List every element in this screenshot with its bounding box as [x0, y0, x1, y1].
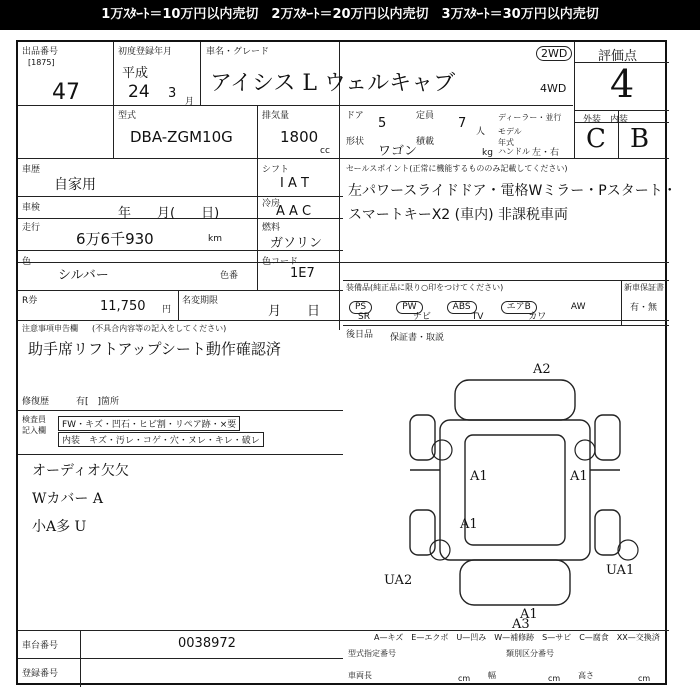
chassis-value: 0038972 [178, 636, 236, 651]
dealer-label: ディーラー・並行 [498, 113, 562, 122]
fuel-label: 燃料 [262, 223, 281, 233]
ext-int-label: 外装 内装 [583, 115, 629, 125]
load-unit: kg [482, 148, 493, 158]
ac-label: 冷房 [262, 199, 281, 209]
equip-ps: PS [349, 301, 372, 314]
doors-value: 5 [378, 116, 387, 131]
inspection-label: 車検 [22, 203, 41, 213]
color-code-value: 1E7 [290, 266, 315, 281]
class-number-label: 類別区分番号 [506, 649, 554, 658]
color-code-label: 色コード [262, 257, 299, 267]
shape-value: ワゴン [378, 144, 418, 159]
model-label: 型式 [118, 111, 137, 121]
mileage-label: 走行 [22, 223, 41, 233]
after-label: 後日品 [346, 330, 374, 340]
score-label: 評価点 [598, 49, 638, 64]
equipment-row2 [358, 309, 546, 322]
repair-history-value: 有[ ]箇所 [76, 397, 120, 407]
equip-pw: PW [396, 301, 422, 314]
r-ticket-value: 11,750 [100, 299, 146, 314]
displacement-label: 排気量 [262, 111, 290, 121]
usage-value: 自家用 [54, 177, 96, 193]
inspection-value: 年 月( 日) [118, 206, 220, 221]
registration-label: 初度登録年月 [118, 47, 173, 57]
mileage-value: 6万6千930 [76, 230, 154, 248]
name-grade-label: 車名・グレード [206, 47, 270, 57]
doors-label: ドア [346, 111, 364, 121]
equip-abs: ABS [447, 301, 477, 314]
r-ticket-unit: 円 [162, 305, 172, 315]
mileage-unit: km [208, 234, 222, 244]
color-value: シルバー [58, 268, 109, 283]
capacity-unit: 人 [476, 127, 486, 137]
color-label: 色 [22, 257, 32, 267]
hand-note-3: 小A多 U [32, 519, 87, 535]
shift-value: I A T [280, 176, 309, 191]
length-unit: cm [458, 674, 471, 683]
equip-sr: SR [358, 312, 370, 322]
reg-number-label: 登録番号 [22, 669, 59, 679]
equip-leather: カワ [528, 312, 547, 322]
inspector-row1: FW・キズ・凹石・ヒビ割・リペア跡・×要 [58, 416, 240, 431]
width-unit: cm [548, 674, 561, 683]
exterior-score: C [586, 124, 606, 154]
capacity-label: 定員 [416, 111, 435, 121]
notes-sublabel: (不具合内容等の記入をしてください) [92, 324, 227, 333]
damage-mark-a3: A3 [512, 617, 530, 630]
model-value: DBA-ZGM10G [130, 128, 233, 146]
auction-sheet [16, 40, 677, 685]
registration-era: 平成 [122, 66, 149, 81]
damage-mark-a2: A2 [533, 362, 551, 377]
damage-mark-ua1: UA1 [606, 563, 635, 578]
ac-value: A A C [276, 204, 312, 219]
name-change-value: 月 日 [268, 304, 321, 319]
equip-aw: AW [570, 302, 586, 312]
header-banner: 1万ｽﾀｰﾄ＝10万円以内売切 2万ｽﾀｰﾄ＝20万円以内売切 3万ｽﾀｰﾄ＝30万円以内売切 [0, 0, 700, 30]
new-warranty-value: 有・無 [630, 303, 658, 313]
drive-4wd: 4WD [540, 82, 567, 95]
new-warranty-label: 新車保証書 [624, 283, 664, 292]
handle-value: 左・右 [532, 148, 560, 158]
type-number-label: 型式指定番号 [348, 649, 396, 658]
sales-points-label: セールスポイント(正常に機能するもののみ記載してください) [346, 164, 568, 173]
equipment-label: 装備品(純正品に限り○印をつけてください) [346, 283, 504, 292]
displacement-value: 1800 [280, 128, 319, 146]
after-value: 保証書・取説 [390, 333, 445, 343]
damage-mark-a1-left: A1 [470, 469, 488, 484]
fuel-value: ガソリン [270, 236, 323, 251]
height-label: 高さ [578, 671, 594, 680]
model-year-label: モデル 年式 [498, 127, 522, 147]
hand-note-2: Wカバー A [32, 491, 103, 507]
damage-mark-ua2: UA2 [384, 573, 413, 588]
registration-month-suffix: 月 [185, 97, 195, 107]
damage-mark-a1-rear: A1 [520, 607, 538, 622]
r-ticket-label: R券 [22, 296, 38, 306]
score-value: 4 [610, 62, 635, 106]
lot-number: 47 [52, 80, 80, 105]
name-change-label: 名変期限 [182, 296, 219, 306]
interior-score: B [630, 124, 650, 154]
shape-label: 形状 [346, 137, 365, 147]
chassis-label: 車台番号 [22, 641, 59, 651]
repair-history-label: 修復歴 [22, 397, 50, 407]
damage-legend: A—キズ E—エクボ U—凹み W—補修跡 S—サビ C—腐食 XX—交換済 [374, 633, 660, 642]
inspector-label: 検査員 記入欄 [22, 415, 46, 435]
notes-value: 助手席リフトアップシート動作確認済 [28, 340, 281, 358]
sales-points-line1: 左パワースライドドア・電格Wミラー・Pスタート・ [348, 183, 677, 199]
inspector-row2: 内装 キズ・汚レ・コゲ・穴・ヌレ・キレ・破レ [58, 432, 264, 447]
name-grade-value: アイシス L ウェルキャブ [210, 71, 456, 96]
length-label: 車両長 [348, 671, 372, 680]
equip-tv: TV [471, 312, 484, 322]
lot-label: 出品番号 [22, 47, 59, 57]
capacity-value: 7 [458, 116, 467, 131]
shift-label: シフト [262, 165, 290, 175]
handle-label: ハンドル [498, 147, 530, 156]
notes-label: 注意事項申告欄 [22, 324, 78, 333]
width-label: 幅 [488, 671, 496, 680]
color-number-label: 色番 [220, 271, 239, 281]
drive-2wd: 2WD [536, 46, 572, 61]
usage-label: 車歴 [22, 165, 41, 175]
hand-note-1: オーディオ欠欠 [32, 463, 129, 479]
damage-mark-a1-door: A1 [460, 517, 478, 532]
height-unit: cm [638, 674, 651, 683]
equip-airbag: エアB [501, 301, 537, 314]
displacement-unit: cc [320, 146, 330, 156]
load-label: 積載 [416, 137, 435, 147]
damage-mark-a1-right: A1 [570, 469, 588, 484]
car-diagram [370, 360, 660, 630]
sales-points-line2: スマートキーX2 (車内) 非課税車両 [348, 207, 569, 223]
registration-year: 24 [128, 82, 150, 102]
equip-navi: ナビ [412, 312, 431, 322]
registration-month: 3 [168, 86, 177, 101]
lot-sub: [1875] [28, 58, 55, 67]
